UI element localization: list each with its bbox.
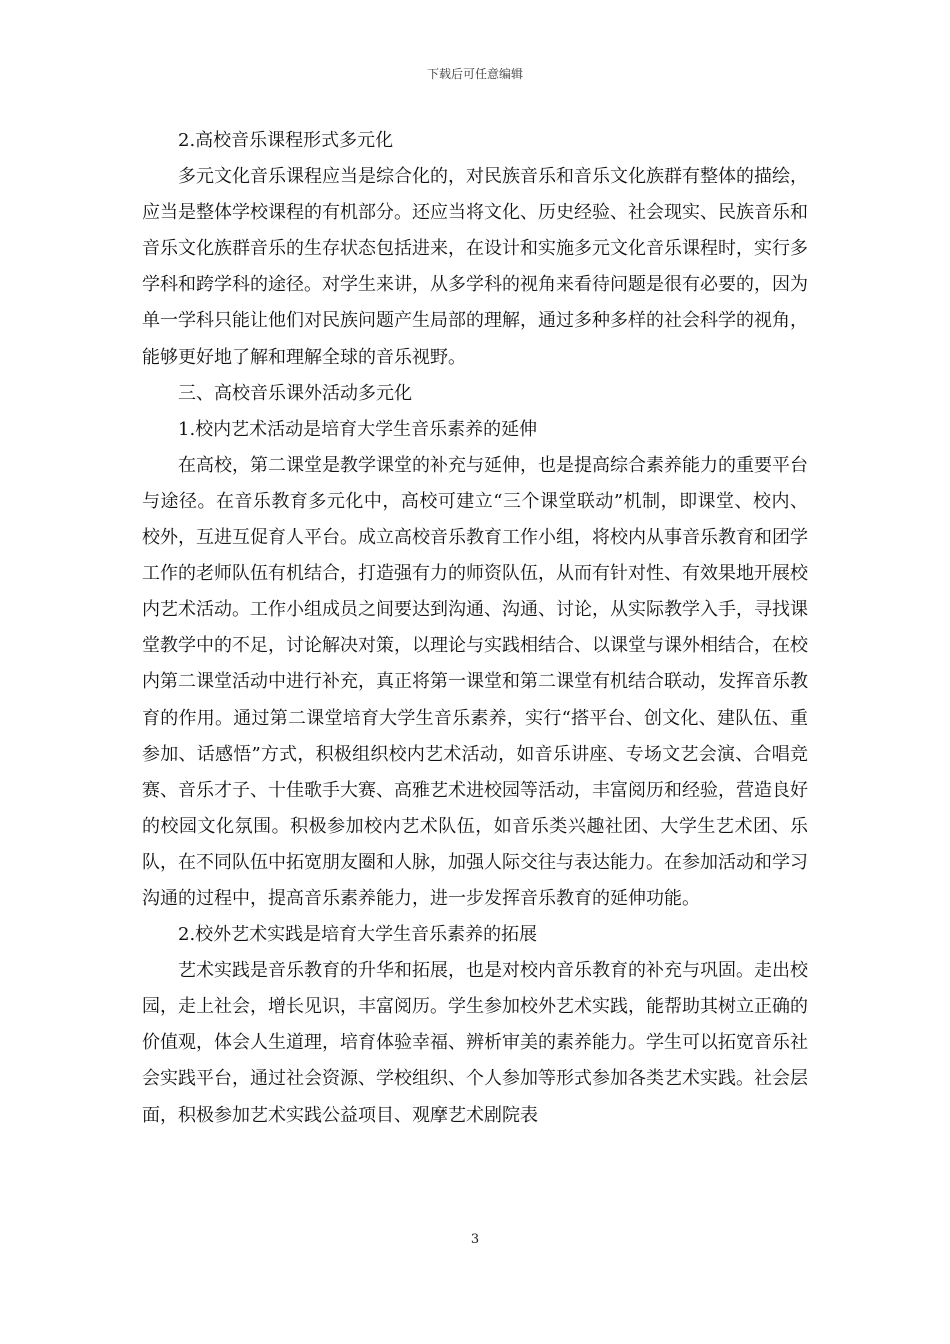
page-number: 3 bbox=[470, 1232, 480, 1247]
document-body bbox=[142, 123, 808, 1134]
body-paragraph: 艺术实践是音乐教育的升华和拓展，也是对校内音乐教育的补充与巩固。走出校园，走上社会，增长见识，丰富阅历。学生参加校外艺术实践，能帮助其树立正确的价值观，体会人生道理，培育体验幸福、辨析审美的素养能力。学生可以拓宽音乐社会实践平台，通过社会资源、学校组织、个人参加等形式参加各类艺术实践。社会层面，积极参加艺术实践公益项目、观摩艺术剧院表 bbox=[142, 960, 808, 1126]
body-paragraph: 多元文化音乐课程应当是综合化的，对民族音乐和音乐文化族群有整体的描绘，应当是整体学校课程的有机部分。还应当将文化、历史经验、社会现实、民族音乐和音乐文化族群音乐的生存状态包括进来，在设计和实施多元文化音乐课程时，实行多学科和跨学科的途径。对学生来讲，从多学科的视角来看待问题是很有必要的，因为单一学科只能让他们对民族问题产生局部的理解，通过多种多样的社会科学的视角，能够更好地了解和理解全球的音乐视野。 bbox=[142, 166, 808, 368]
body-paragraph: 在高校，第二课堂是教学课堂的补充与延伸，也是提高综合素养能力的重要平台与途径。在音乐教育多元化中，高校可建立“三个课堂联动”机制，即课堂、校内、校外，互进互促育人平台。成立高校音乐教育工作小组，将校内从事音乐教育和团学工作的老师队伍有机结合，打造强有力的师资队伍，从而有针对性、有效果地开展校内艺术活动。工作小组成员之间要达到沟通、沟通、讨论，从实际教学入手，寻找课堂教学中的不足，讨论解决对策，以理论与实践相结合、以课堂与课外相结合，在校内第二课堂活动中进行补充，真正将第一课堂和第二课堂有机结合联动，发挥音乐教育的作用。通过第二课堂培育大学生音乐素养，实行“搭平台、创文化、建队伍、重参加、话感悟”方式，积极组织校内艺术活动，如音乐讲座、专场文艺会演、合唱竞赛、音乐才子、十佳歌手大赛、高雅艺术进校园等活动，丰富阅历和经验，营造良好的校园文化氛围。积极参加校内艺术队伍，如音乐类兴趣社团、大学生艺术团、乐队，在不同队伍中拓宽朋友圈和人脉，加强人际交往与表达能力。在参加活动和学习沟通的过程中，提高音乐素养能力，进一步发挥音乐教育的延伸功能。 bbox=[142, 454, 808, 909]
section-heading: 2.校外艺术实践是培育大学生音乐素养的拓展 bbox=[178, 924, 538, 946]
section-heading: 三、高校音乐课外活动多元化 bbox=[178, 382, 412, 404]
page-header: 下载后可任意编辑 bbox=[426, 67, 523, 81]
section-heading: 1.校内艺术活动是培育大学生音乐素养的延伸 bbox=[178, 418, 538, 440]
section-heading: 2.高校音乐课程形式多元化 bbox=[178, 130, 394, 151]
